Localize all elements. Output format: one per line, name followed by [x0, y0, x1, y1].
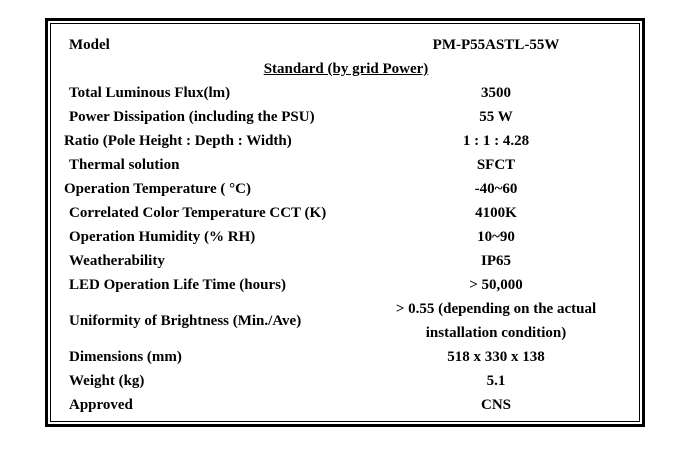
- row-label: Approved: [69, 397, 133, 413]
- row-value: IP65: [481, 253, 511, 269]
- row-label: Uniformity of Brightness (Min./Ave): [69, 313, 302, 329]
- table-row: [51, 273, 639, 297]
- table-row: [51, 297, 639, 345]
- model-value: PM-P55ASTL-55W: [432, 37, 560, 53]
- table-row: [51, 393, 639, 417]
- row-label: Operation Temperature ( °C): [64, 181, 251, 197]
- row-label: LED Operation Life Time (hours): [69, 277, 286, 293]
- row-value: CNS: [480, 397, 511, 413]
- table-row: [51, 345, 639, 369]
- table-row: [51, 81, 639, 105]
- row-value: 10~90: [477, 229, 515, 245]
- row-value: 4100K: [475, 205, 517, 221]
- table-row: [51, 153, 639, 177]
- row-label: Weight (kg): [69, 373, 145, 389]
- row-label: Dimensions (mm): [69, 349, 182, 365]
- row-label: Correlated Color Temperature CCT (K): [69, 205, 327, 221]
- row-label: Weatherability: [69, 253, 165, 269]
- row-label: Power Dissipation (including the PSU): [69, 109, 315, 125]
- row-value: > 50,000: [469, 277, 523, 293]
- table-row: [51, 129, 639, 153]
- row-value: 3500: [481, 85, 511, 101]
- row-value-line-1: > 0.55 (depending on the actual: [395, 301, 597, 317]
- table-row: [51, 369, 639, 393]
- model-label: Model: [69, 37, 110, 53]
- table-row: [51, 201, 639, 225]
- model-row: [51, 33, 639, 57]
- table-row: [51, 225, 639, 249]
- row-value: 518 x 330 x 138: [447, 349, 545, 365]
- standard-heading: Standard (by grid Power): [263, 61, 429, 77]
- table-row: [51, 249, 639, 273]
- row-value: SFCT: [476, 157, 516, 173]
- table-row: [51, 105, 639, 129]
- row-label: Operation Humidity (% RH): [69, 229, 256, 245]
- row-label: Thermal solution: [69, 157, 180, 173]
- row-value: -40~60: [474, 181, 518, 197]
- table-row: [51, 177, 639, 201]
- row-label: Total Luminous Flux(lm): [69, 85, 231, 101]
- row-value: [381, 297, 611, 345]
- row-value: 5.1: [486, 373, 506, 389]
- spec-table-frame: [45, 18, 645, 427]
- spec-table: [50, 23, 640, 422]
- row-label: Ratio (Pole Height : Depth : Width): [64, 133, 292, 149]
- row-value-line-2: installation condition): [425, 325, 567, 341]
- row-value: 55 W: [479, 109, 513, 125]
- row-value: 1 : 1 : 4.28: [462, 133, 530, 149]
- standard-heading-row: [51, 57, 639, 81]
